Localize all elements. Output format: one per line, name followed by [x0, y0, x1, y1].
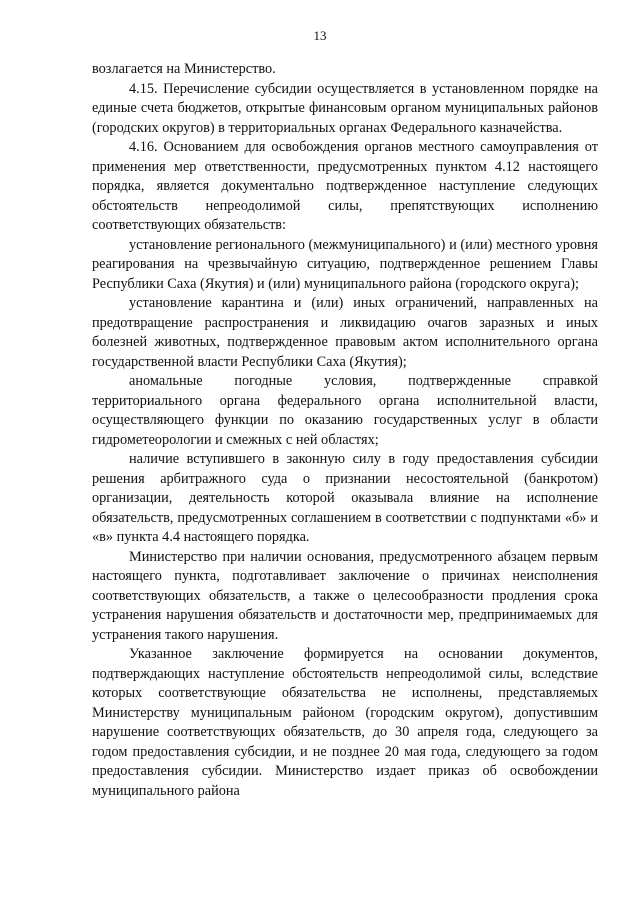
- paragraph-4-16: 4.16. Основанием для освобождения органов местного самоуправления от применения мер ответственности, предусмотренных пунктом 4.12 настоящего порядка, является документально подтвержденное наступление следующих обстоятельств непреодолимой силы, препятствующих исполнению соответствующих обязательств:: [92, 139, 598, 233]
- page-number: 13: [313, 28, 327, 43]
- paragraph-weather: аномальные погодные условия, подтвержденные справкой территориального органа федерального органа исполнительной власти, осуществляющего функции по оказанию государственных услуг в области гидрометеорологии и смежных с ней областях;: [92, 373, 598, 448]
- paragraph-continuation: возлагается на Министерство.: [92, 61, 276, 77]
- paragraph-bankruptcy: наличие вступившего в законную силу в году предоставления субсидии решения арбитражного суда о признании несостоятельной (банкротом) организации, деятельность которой оказывала влияние на исполнение обязательств, предусмотренных соглашением в соответствии с подпунктами «б» и «в» пункта 4.4 настоящего порядка.: [92, 451, 598, 545]
- paragraph-4-15: 4.15. Перечисление субсидии осуществляется в установленном порядке на единые счета бюджетов, открытые финансовым органом муниципальных районов (городских округов) в территориальных органах Федерального казначейства.: [92, 80, 598, 136]
- paragraph-emergency: установление регионального (межмуниципального) и (или) местного уровня реагирования на чрезвычайную ситуацию, подтвержденное решением Главы Республики Саха (Якутия) и (или) муниципального района (городского округа);: [92, 236, 598, 292]
- paragraph-ministry-conclusion: Министерство при наличии основания, предусмотренного абзацем первым настоящего пункта, подготавливает заключение о причинах неисполнения соответствующих обязательств, а также о целесообразности продления срока устранения нарушения обязательств и достаточности мер, предпринимаемых для устранения такого нарушения.: [92, 548, 598, 643]
- paragraph-quarantine: установление карантина и (или) иных ограничений, направленных на предотвращение распространения и ликвидацию очагов заразных и иных болезней животных, подтвержденное правовым актом исполнительного органа государственной власти Республики Саха (Якутия);: [92, 295, 598, 370]
- document-body: [92, 60, 598, 801]
- paragraph-conclusion-basis: Указанное заключение формируется на основании документов, подтверждающих наступление обстоятельств непреодолимой силы, вследствие которых соответствующие обязательства не исполнены, представляемых Министерству муниципальным районом (городским округом), допустившим нарушение соответствующих обязательств, до 30 апреля года, следующего за годом предоставления субсидии, и не позднее 20 мая года, следующего за годом предоставления субсидии. Министерство издает приказ об освобождении муниципального района: [92, 646, 598, 799]
